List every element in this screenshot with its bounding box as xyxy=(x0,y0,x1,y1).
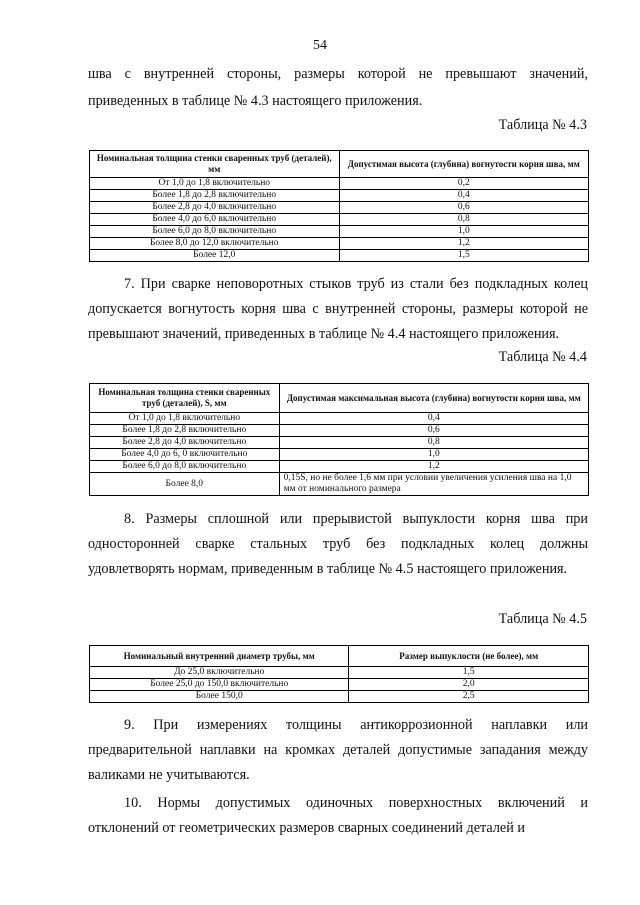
table-cell: 0,6 xyxy=(279,425,588,437)
table-row xyxy=(90,214,589,226)
paragraph-intro-line1: шва с внутренней стороны, размеры которой не превышают значений, xyxy=(88,66,588,82)
table-cell: 1,2 xyxy=(279,461,588,473)
paragraph-8: 8. Размеры сплошной или прерывистой выпуклости корня шва при односторонней сварке стальных труб без подкладных колец должны удовлетворять нормам, приведенным в таблице № 4.5 настоящего приложения. xyxy=(88,511,588,577)
table-cell: Более 8,0 до 12,0 включительно xyxy=(90,238,340,250)
paragraph-intro-line2: приведенных в таблице № 4.3 настоящего приложения. xyxy=(88,93,423,109)
table-cell: 0,15S, но не более 1,6 мм при условии увеличения усиления шва на 1,0 мм от номинального размера xyxy=(279,473,588,496)
table-4-3-caption: Таблица № 4.3 xyxy=(498,117,587,133)
table-row xyxy=(90,226,589,238)
table-cell: Более 1,8 до 2,8 включительно xyxy=(90,190,340,202)
table-cell: Более 150,0 xyxy=(90,691,349,703)
table-row xyxy=(90,667,589,679)
table-row xyxy=(90,679,589,691)
table-row xyxy=(90,473,589,496)
table-header-cell: Размер выпуклости (не более), мм xyxy=(349,646,589,667)
table-header-cell: Допустимая высота (глубина) вогнутости корня шва, мм xyxy=(339,151,589,178)
table-cell: 1,2 xyxy=(339,238,589,250)
table-row xyxy=(90,238,589,250)
table-cell: 0,4 xyxy=(279,413,588,425)
paragraph-7: 7. При сварке неповоротных стыков труб из стали без подкладных колец допускается вогнутость корня шва с внутренней стороны, размеры которой не превышают значений, приведенных в таблице № 4.4 настоящего приложения. xyxy=(88,276,588,342)
table-cell: 0,6 xyxy=(339,202,589,214)
table-header-cell: Номинальная толщина стенки сваренных труб (деталей), S, мм xyxy=(90,384,280,413)
table-cell: Более 4,0 до 6,0 включительно xyxy=(90,214,340,226)
table-cell: Более 2,8 до 4,0 включительно xyxy=(90,202,340,214)
paragraph-10: 10. Нормы допустимых одиночных поверхностных включений и отклонений от геометрических размеров сварных соединений деталей и xyxy=(88,795,588,836)
table-header-row xyxy=(90,646,589,667)
table-4-5-caption: Таблица № 4.5 xyxy=(498,611,587,627)
table-header-cell: Номинальная толщина стенки сваренных труб (деталей), мм xyxy=(90,151,340,178)
table-row xyxy=(90,413,589,425)
table-cell: Более 6,0 до 8,0 включительно xyxy=(90,226,340,238)
table-4-4-caption: Таблица № 4.4 xyxy=(498,349,587,365)
table-header-row xyxy=(90,151,589,178)
table-cell: 1,5 xyxy=(349,667,589,679)
table-cell: От 1,0 до 1,8 включительно xyxy=(90,413,280,425)
table-cell: Более 8,0 xyxy=(90,473,280,496)
table-row xyxy=(90,202,589,214)
table-cell: 0,8 xyxy=(279,437,588,449)
page-number: 54 xyxy=(313,38,327,53)
table-cell: 0,4 xyxy=(339,190,589,202)
table-header-row xyxy=(90,384,589,413)
table-cell: 1,0 xyxy=(279,449,588,461)
table-cell: 1,0 xyxy=(339,226,589,238)
table-header-cell: Номинальный внутренний диаметр трубы, мм xyxy=(90,646,349,667)
table-cell: 2,0 xyxy=(349,679,589,691)
table-4-5 xyxy=(89,645,589,703)
table-4-4 xyxy=(89,383,589,496)
table-4-3 xyxy=(89,150,589,262)
table-row xyxy=(90,461,589,473)
table-row xyxy=(90,190,589,202)
table-cell: Более 12,0 xyxy=(90,250,340,262)
table-cell: Более 4,0 до 6, 0 включительно xyxy=(90,449,280,461)
table-row xyxy=(90,437,589,449)
table-cell: 0,8 xyxy=(339,214,589,226)
table-cell: 0,2 xyxy=(339,178,589,190)
table-cell: От 1,0 до 1,8 включительно xyxy=(90,178,340,190)
table-cell: 1,5 xyxy=(339,250,589,262)
paragraph-9: 9. При измерениях толщины антикоррозионной наплавки или предварительной наплавки на кромках деталей допустимые западания между валиками не учитываются. xyxy=(88,717,588,783)
table-header-cell: Допустимая максимальная высота (глубина) вогнутости корня шва, мм xyxy=(279,384,588,413)
table-cell: Более 1,8 до 2,8 включительно xyxy=(90,425,280,437)
table-row xyxy=(90,691,589,703)
table-cell: 2,5 xyxy=(349,691,589,703)
table-cell: До 25,0 включительно xyxy=(90,667,349,679)
table-row xyxy=(90,250,589,262)
table-cell: Более 25,0 до 150,0 включительно xyxy=(90,679,349,691)
table-row xyxy=(90,178,589,190)
table-cell: Более 6,0 до 8,0 включительно xyxy=(90,461,280,473)
table-cell: Более 2,8 до 4,0 включительно xyxy=(90,437,280,449)
table-row xyxy=(90,449,589,461)
table-row xyxy=(90,425,589,437)
